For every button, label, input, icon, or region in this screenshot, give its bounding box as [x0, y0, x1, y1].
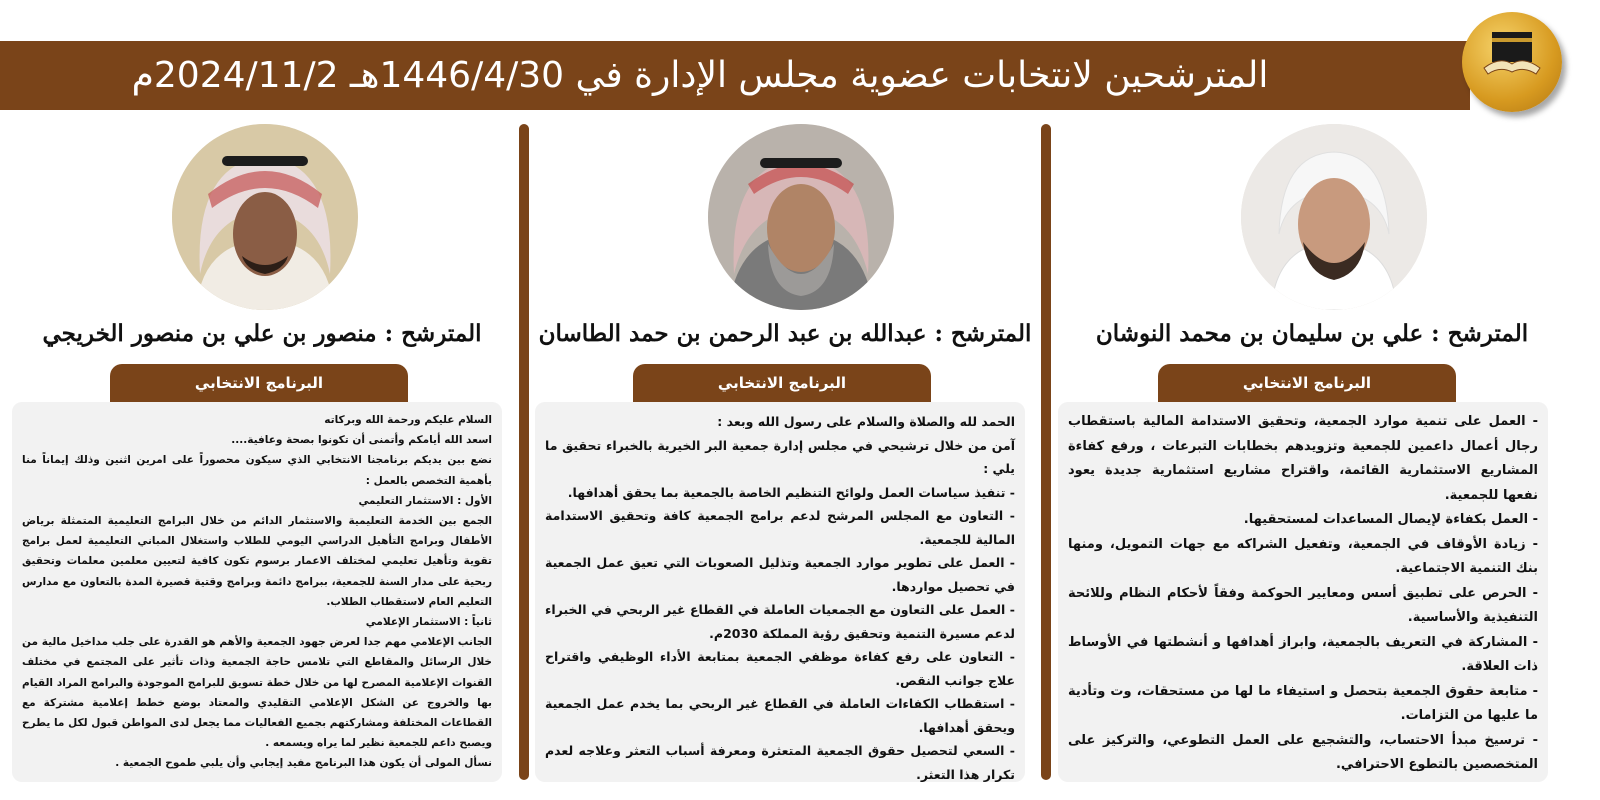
- candidate-2-program-box: [535, 402, 1025, 782]
- candidate-card-1: [1062, 120, 1562, 800]
- page-title: المترشحين لانتخابات عضوية مجلس الإدارة في 1446/4/30هـ 2024/11/2م: [131, 55, 1269, 96]
- program-item: - ترسيخ مبدأ الاحتساب، والتشجيع على العمل التطوعي، والتركيز على المتخصصين بالتطوع الاحترافي.: [1068, 732, 1538, 772]
- candidate-1-program-label: البرنامج الانتخابي: [1158, 364, 1456, 402]
- program-item: نسأل المولى أن يكون هذا البرنامج مفيد إيجابي وأن يلبي طموح الجمعية .: [115, 757, 492, 770]
- candidate-card-3: [12, 120, 512, 800]
- avatar-portrait-icon: [1241, 124, 1427, 310]
- candidate-1-name: المترشح : علي بن سليمان بن محمد النوشان: [1095, 320, 1529, 347]
- header-banner: [0, 41, 1470, 110]
- program-item: آمن من خلال ترشيحي في مجلس إدارة جمعية البر الخيرية بالخبراء تحقيق ما يلي :: [545, 437, 1015, 476]
- program-item: الجانب الإعلامي مهم جدا لعرض جهود الجمعية والأهم هو القدرة على جلب مداخيل مالية من خلال الرسائل والمقاطع التي تلامس حاجة الجمعية وذات تأثير على المجتمع في مختلف القنوات الإعلامية المصرح لها من خلال خطة تسويق للبرامج الموجودة والبرامج المراد القيام بها والخروج عن الشكل الإعلامي التقليدي والمعتاد بوضع خطط إعلامية مشتركة مع القطاعات المختلفة ومشاركتهم بجميع الفعاليات مما يجعل لدى المواطن قبول لكل ما يطرح ويصبح داعم للجمعية نظير لما يراه ويسمعه .: [22, 636, 492, 750]
- candidate-3-name: المترشح : منصور بن علي بن منصور الخريجي: [42, 320, 482, 347]
- program-item: - العمل بكفاءة لإيصال المساعدات لمستحقيها.: [1243, 512, 1538, 527]
- column-divider-left: [519, 124, 529, 780]
- column-divider-right: [1041, 124, 1051, 780]
- program-item: - تنفيذ سياسات العمل ولوائح التنظيم الخاصة بالجمعية بما يحقق أهدافها.: [567, 484, 1015, 500]
- program-item: - التعاون على رفع كفاءة موظفي الجمعية بمتابعة الأداء الوظيفي واقتراح علاج جوانب النقص.: [545, 649, 1015, 688]
- program-item: - المشاركة في التعريف بالجمعية، وابراز أهدافها و أنشطتها في الأوساط ذات العلاقة.: [1068, 634, 1538, 674]
- program-item: الجمع بين الخدمة التعليمية والاستثمار الدائم من خلال البرامج التعليمية المتمثلة برياض الأطفال وبرامج التأهيل الدراسي اليومي للطلاب واستغلال المباني التعليمية لعمل برامج تقوية وتأهيل تعليمي لمختلف الاعمار برسوم تكون كافية لتعيين معلمين معلمات وتحقيق ربحية على مدار السنة للجمعية، ببرامج دائمة وبرامج وقتية قصيرة المدة بالتعاون مع مدارس التعليم العام لاستقطاب الطلاب.: [22, 515, 492, 608]
- program-item: ثانياً : الاستثمار الإعلامي: [365, 616, 492, 629]
- program-item: - العمل على تطوير موارد الجمعية وتذليل الصعوبات التي تعيق عمل الجمعية في تحصيل مواردها.: [545, 555, 1015, 594]
- program-item: - زيادة الأوقاف في الجمعية، وتفعيل الشراكه مع جهات التمويل، ومنها بنك التنمية الاجتماعية.: [1068, 536, 1538, 576]
- candidate-3-program-box: [12, 402, 502, 782]
- avatar-portrait-icon: [708, 124, 894, 310]
- candidate-2-name: المترشح : عبدالله بن عبد الرحمن بن حمد الطاسان: [538, 320, 1032, 347]
- candidate-3-program-label: البرنامج الانتخابي: [110, 364, 408, 402]
- program-item: الحمد لله والصلاة والسلام على رسول الله وبعد :: [717, 414, 1015, 429]
- candidate-1-program-box: [1058, 402, 1548, 782]
- program-item: اسعد الله أيامكم وأتمنى أن تكونوا بصحة وعافية....: [231, 434, 492, 447]
- candidate-1-photo: [1241, 124, 1427, 310]
- program-item: - العمل على التعاون مع الجمعيات العاملة في القطاع غير الربحي في الخبراء لدعم مسيرة التنمية وتحقيق رؤية المملكة 2030م.: [545, 602, 1015, 641]
- avatar-portrait-icon: [172, 124, 358, 310]
- program-item: - السعي لتحصيل حقوق الجمعية المتعثرة ومعرفة أسباب التعثر وعلاجه لعدم تكرار هذا التعثر.: [545, 743, 1015, 782]
- candidate-card-2: [535, 120, 1035, 800]
- program-item: السلام عليكم ورحمة الله وبركاته: [324, 414, 492, 426]
- candidate-2-program-label: البرنامج الانتخابي: [633, 364, 931, 402]
- candidate-2-photo: [708, 124, 894, 310]
- program-item: - العمل على تنمية موارد الجمعية، وتحقيق الاستدامة المالية باستقطاب رجال أعمال داعمين للجمعية وتزويدهم بخطابات التبرعات ، ورفع كفاءة المشاريع الاستثمارية القائمة، واقتراح مشاريع استثمارية جديدة يعود نفعها للجمعية.: [1068, 414, 1538, 503]
- kaaba-handshake-logo-icon: [1462, 12, 1562, 112]
- candidate-3-photo: [172, 124, 358, 310]
- program-item: - متابعة حقوق الجمعية بتحصل و استيفاء ما لها من مستحقات، وت وتأدية ما عليها من التزامات.: [1068, 683, 1538, 723]
- program-item: - الحرص على تطبيق أسس ومعايير الحوكمة وفقاً لأحكام النظام وللائحة التنفيذية والأساسية.: [1068, 585, 1538, 625]
- logo-emblem: [1480, 28, 1544, 80]
- program-item: نضع بين يديكم برنامجنا الانتخابي الذي سيكون محصوراً على امرين اثنين وذلك إيماناً منا بأهمية التخصص بالعمل :: [22, 454, 492, 487]
- program-item: - التعاون مع المجلس المرشح لدعم برامج الجمعية كافة وتحقيق الاستدامة المالية للجمعية.: [545, 508, 1015, 547]
- program-item: الأول : الاستثمار التعليمي: [358, 494, 492, 507]
- program-item: - استقطاب الكفاءات العاملة في القطاع غير الربحي بما يخدم عمل الجمعية ويحقق أهدافها.: [545, 696, 1015, 735]
